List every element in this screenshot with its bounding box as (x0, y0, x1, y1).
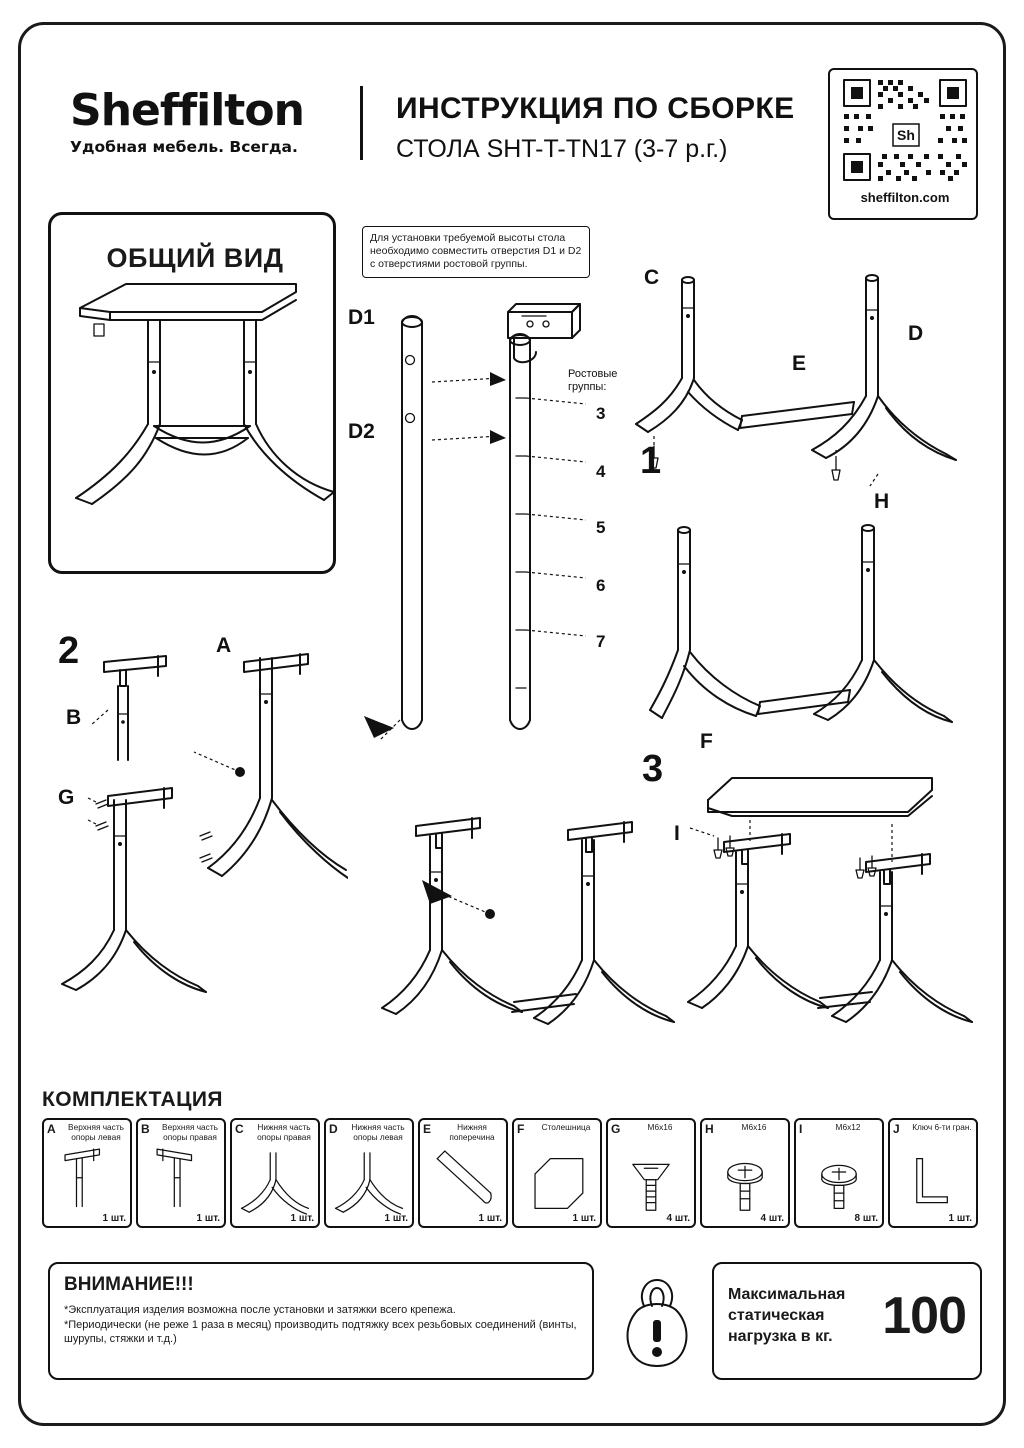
qr-code-icon (838, 76, 972, 188)
part-item-h (700, 1118, 790, 1228)
part-name: M6x16 (741, 1122, 767, 1132)
label-f: F (700, 730, 713, 753)
warning-line-2: *Периодически (не реже 1 раза в месяц) производить подтяжку всех резьбовых соединений (винты, шурупы, стяжки и т.д.) (64, 1318, 577, 1345)
tube-detail-drawing (340, 280, 640, 750)
part-id: H (705, 1122, 714, 1136)
label-e: E (792, 352, 807, 375)
label-d: D (908, 322, 924, 345)
qr-code-box (828, 68, 978, 220)
parts-list (42, 1118, 982, 1228)
part-qty: 4 шт. (666, 1213, 690, 1224)
warning-line-1: *Эксплуатация изделия возможна после установки и затяжки всего крепежа. (64, 1304, 456, 1316)
label-d2: D2 (348, 420, 375, 443)
max-load-value: 100 (882, 1287, 966, 1345)
label-b: B (66, 706, 82, 729)
warning-box (48, 1262, 594, 1380)
part-item-i (794, 1118, 884, 1228)
part-item-g (606, 1118, 696, 1228)
part-name: Нижняя часть опоры правая (257, 1122, 311, 1142)
brand-logo (70, 85, 340, 156)
part-item-b (136, 1118, 226, 1228)
part-name: Нижняя часть опоры левая (351, 1122, 405, 1142)
part-qty: 4 шт. (760, 1213, 784, 1224)
label-c: C (644, 266, 660, 289)
label-g: G (58, 786, 75, 809)
part-id: G (611, 1122, 621, 1136)
part-e-icon (420, 1120, 506, 1226)
part-g-screw-icon (608, 1120, 694, 1226)
part-id: J (893, 1122, 900, 1136)
part-a-icon (44, 1120, 130, 1226)
logo-wordmark: Sheffilton (70, 85, 304, 136)
part-d-icon (326, 1120, 412, 1226)
part-qty: 1 шт. (384, 1213, 408, 1224)
part-qty: 1 шт. (948, 1213, 972, 1224)
part-name: Верхняя часть опоры левая (68, 1122, 124, 1142)
part-id: B (141, 1122, 150, 1136)
part-f-icon (514, 1120, 600, 1226)
part-qty: 1 шт. (290, 1213, 314, 1224)
part-id: D (329, 1122, 338, 1136)
document-subtitle: СТОЛА SHT-T-TN17 (3-7 р.г.) (396, 135, 728, 163)
part-qty: 8 шт. (854, 1213, 878, 1224)
growth-group-6: 6 (596, 576, 606, 595)
label-h: H (874, 490, 890, 513)
part-item-e (418, 1118, 508, 1228)
height-adjust-note: Для установки требуемой высоты стола необходимо совместить отверстия D1 и D2 с отверстиями ростовой группы. (362, 226, 590, 278)
part-c-icon (232, 1120, 318, 1226)
website-label: sheffilton.com (860, 190, 950, 205)
warning-title: ВНИМАНИЕ!!! (64, 1274, 194, 1295)
part-item-j (888, 1118, 978, 1228)
max-load-box (712, 1262, 982, 1380)
label-a: A (216, 634, 232, 657)
part-qty: 1 шт. (102, 1213, 126, 1224)
growth-group-5: 5 (596, 518, 606, 537)
part-item-f (512, 1118, 602, 1228)
step-2-right-drawing (380, 800, 680, 1040)
step-3-number: 3 (642, 748, 664, 790)
qr-center-label: Sh (897, 127, 915, 143)
part-qty: 1 шт. (572, 1213, 596, 1224)
part-name: M6x12 (835, 1122, 861, 1132)
growth-group-4: 4 (596, 462, 606, 481)
label-d1: D1 (348, 306, 375, 329)
step-1-number: 1 (640, 440, 662, 482)
part-name: Верхняя часть опоры правая (162, 1122, 218, 1142)
part-id: C (235, 1122, 244, 1136)
part-b-icon (138, 1120, 224, 1226)
kettlebell-icon (616, 1272, 698, 1372)
general-view-title: ОБЩИЙ ВИД (106, 243, 284, 273)
label-i: I (674, 822, 680, 845)
header-divider (360, 86, 363, 160)
general-view-drawing (48, 212, 336, 574)
part-qty: 1 шт. (196, 1213, 220, 1224)
logo-tagline: Удобная мебель. Всегда. (70, 138, 298, 156)
part-id: F (517, 1122, 525, 1136)
growth-group-3: 3 (596, 404, 606, 423)
step-1-result-drawing (648, 520, 988, 740)
part-id: A (47, 1122, 56, 1136)
part-name: M6x16 (647, 1122, 673, 1132)
step-2-number: 2 (58, 630, 80, 672)
parts-list-title: КОМПЛЕКТАЦИЯ (42, 1088, 223, 1111)
part-h-screw-icon (702, 1120, 788, 1226)
part-id: E (423, 1122, 432, 1136)
document-title: ИНСТРУКЦИЯ ПО СБОРКЕ (396, 92, 795, 125)
step-3-drawing (660, 750, 990, 1050)
part-i-screw-icon (796, 1120, 882, 1226)
part-item-c (230, 1118, 320, 1228)
step-2-left-drawing (48, 640, 348, 1030)
part-j-hexkey-icon (890, 1120, 976, 1226)
part-item-a (42, 1118, 132, 1228)
part-name: Ключ 6-ти гран. (912, 1122, 972, 1132)
growth-group-caption: Ростовые группы: (568, 368, 618, 393)
part-item-d (324, 1118, 414, 1228)
max-load-text: Максимальная статическая нагрузка в кг. (728, 1286, 846, 1345)
step-1-drawing (630, 260, 990, 510)
part-qty: 1 шт. (478, 1213, 502, 1224)
part-name: Нижняя поперечина (449, 1122, 495, 1142)
part-name: Столешница (541, 1122, 591, 1132)
part-id: I (799, 1122, 803, 1136)
growth-group-7: 7 (596, 632, 606, 651)
